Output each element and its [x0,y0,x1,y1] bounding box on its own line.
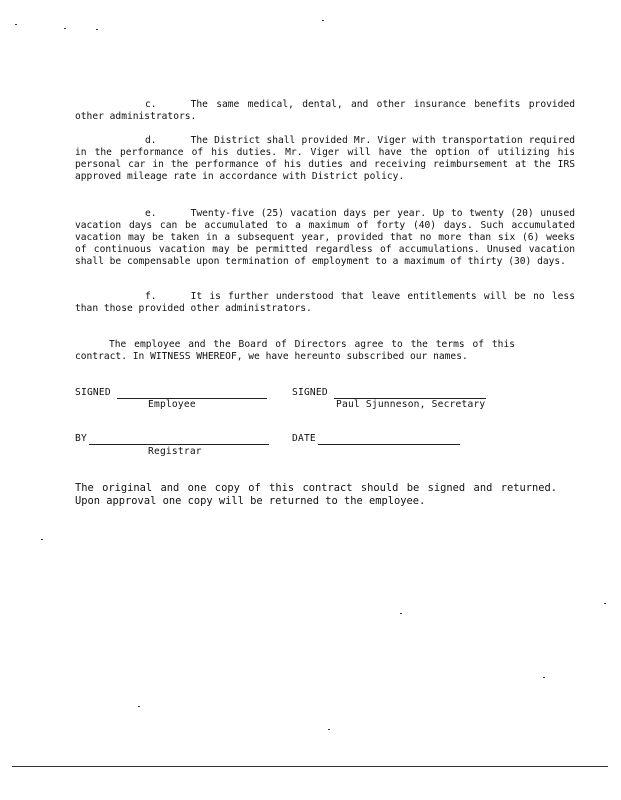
item-c-text: The same medical, dental, and other insurance benefits provided other administrators. [75,99,575,123]
date-label: DATE [292,433,316,444]
item-e-text: Twenty-five (25) vacation days per year. Up to twenty (20) unused vacation days can be accumulated to a maximum of forty (40) days. Such accumulated vacation may be taken in a subsequent year, provided that no more than six (6) weeks of continuous vacation may be permitted regardless of accumulations. Unused vacation shall be compensable upon termination of employment to a maximum of thirty (30) days. [75,208,575,268]
registrar-signature-line[interactable] [89,444,269,445]
item-d-text: The District shall provided Mr. Viger with transportation required in the performance of his duties. Mr. Viger will have the option of utilizing his personal car in the performance of his duties and receiving reimbursement at the IRS approved mileage rate in accordance with District policy. [75,135,575,183]
scan-speck [604,603,606,604]
item-d-marker: d. [145,135,157,146]
item-f-marker: f. [145,291,157,302]
item-c-marker: c. [145,99,157,110]
agreement-text: The employee and the Board of Directors agree to the terms of this contract. In WITNESS WHEREOF, we have hereunto subscribed our names. [75,339,515,363]
item-e [75,208,575,268]
bottom-edge-line [12,766,608,767]
scan-speck [41,539,43,540]
closing-note: The original and one copy of this contract should be signed and returned. Upon approval one copy will be returned to the employee. [75,482,557,507]
scan-speck [96,29,98,30]
scan-speck [543,677,545,678]
date-line[interactable] [318,444,460,445]
by-label: BY [75,433,87,444]
agreement-paragraph [75,339,515,363]
item-f [75,291,575,315]
scan-speck [15,24,17,25]
item-d [75,135,575,183]
scan-speck [328,729,330,730]
signed-label-left: SIGNED [75,387,111,398]
secretary-caption: Paul Sjunneson, Secretary [336,399,486,410]
signed-label-right: SIGNED [292,387,328,398]
scan-speck [138,706,140,707]
registrar-caption: Registrar [148,446,202,457]
scan-speck [400,613,402,614]
item-c [75,99,575,123]
employee-caption: Employee [148,399,196,410]
scan-speck [322,20,324,21]
scan-speck [64,28,66,29]
item-e-marker: e. [145,208,157,219]
item-f-text: It is further understood that leave entitlements will be no less than those provided other administrators. [75,291,575,315]
